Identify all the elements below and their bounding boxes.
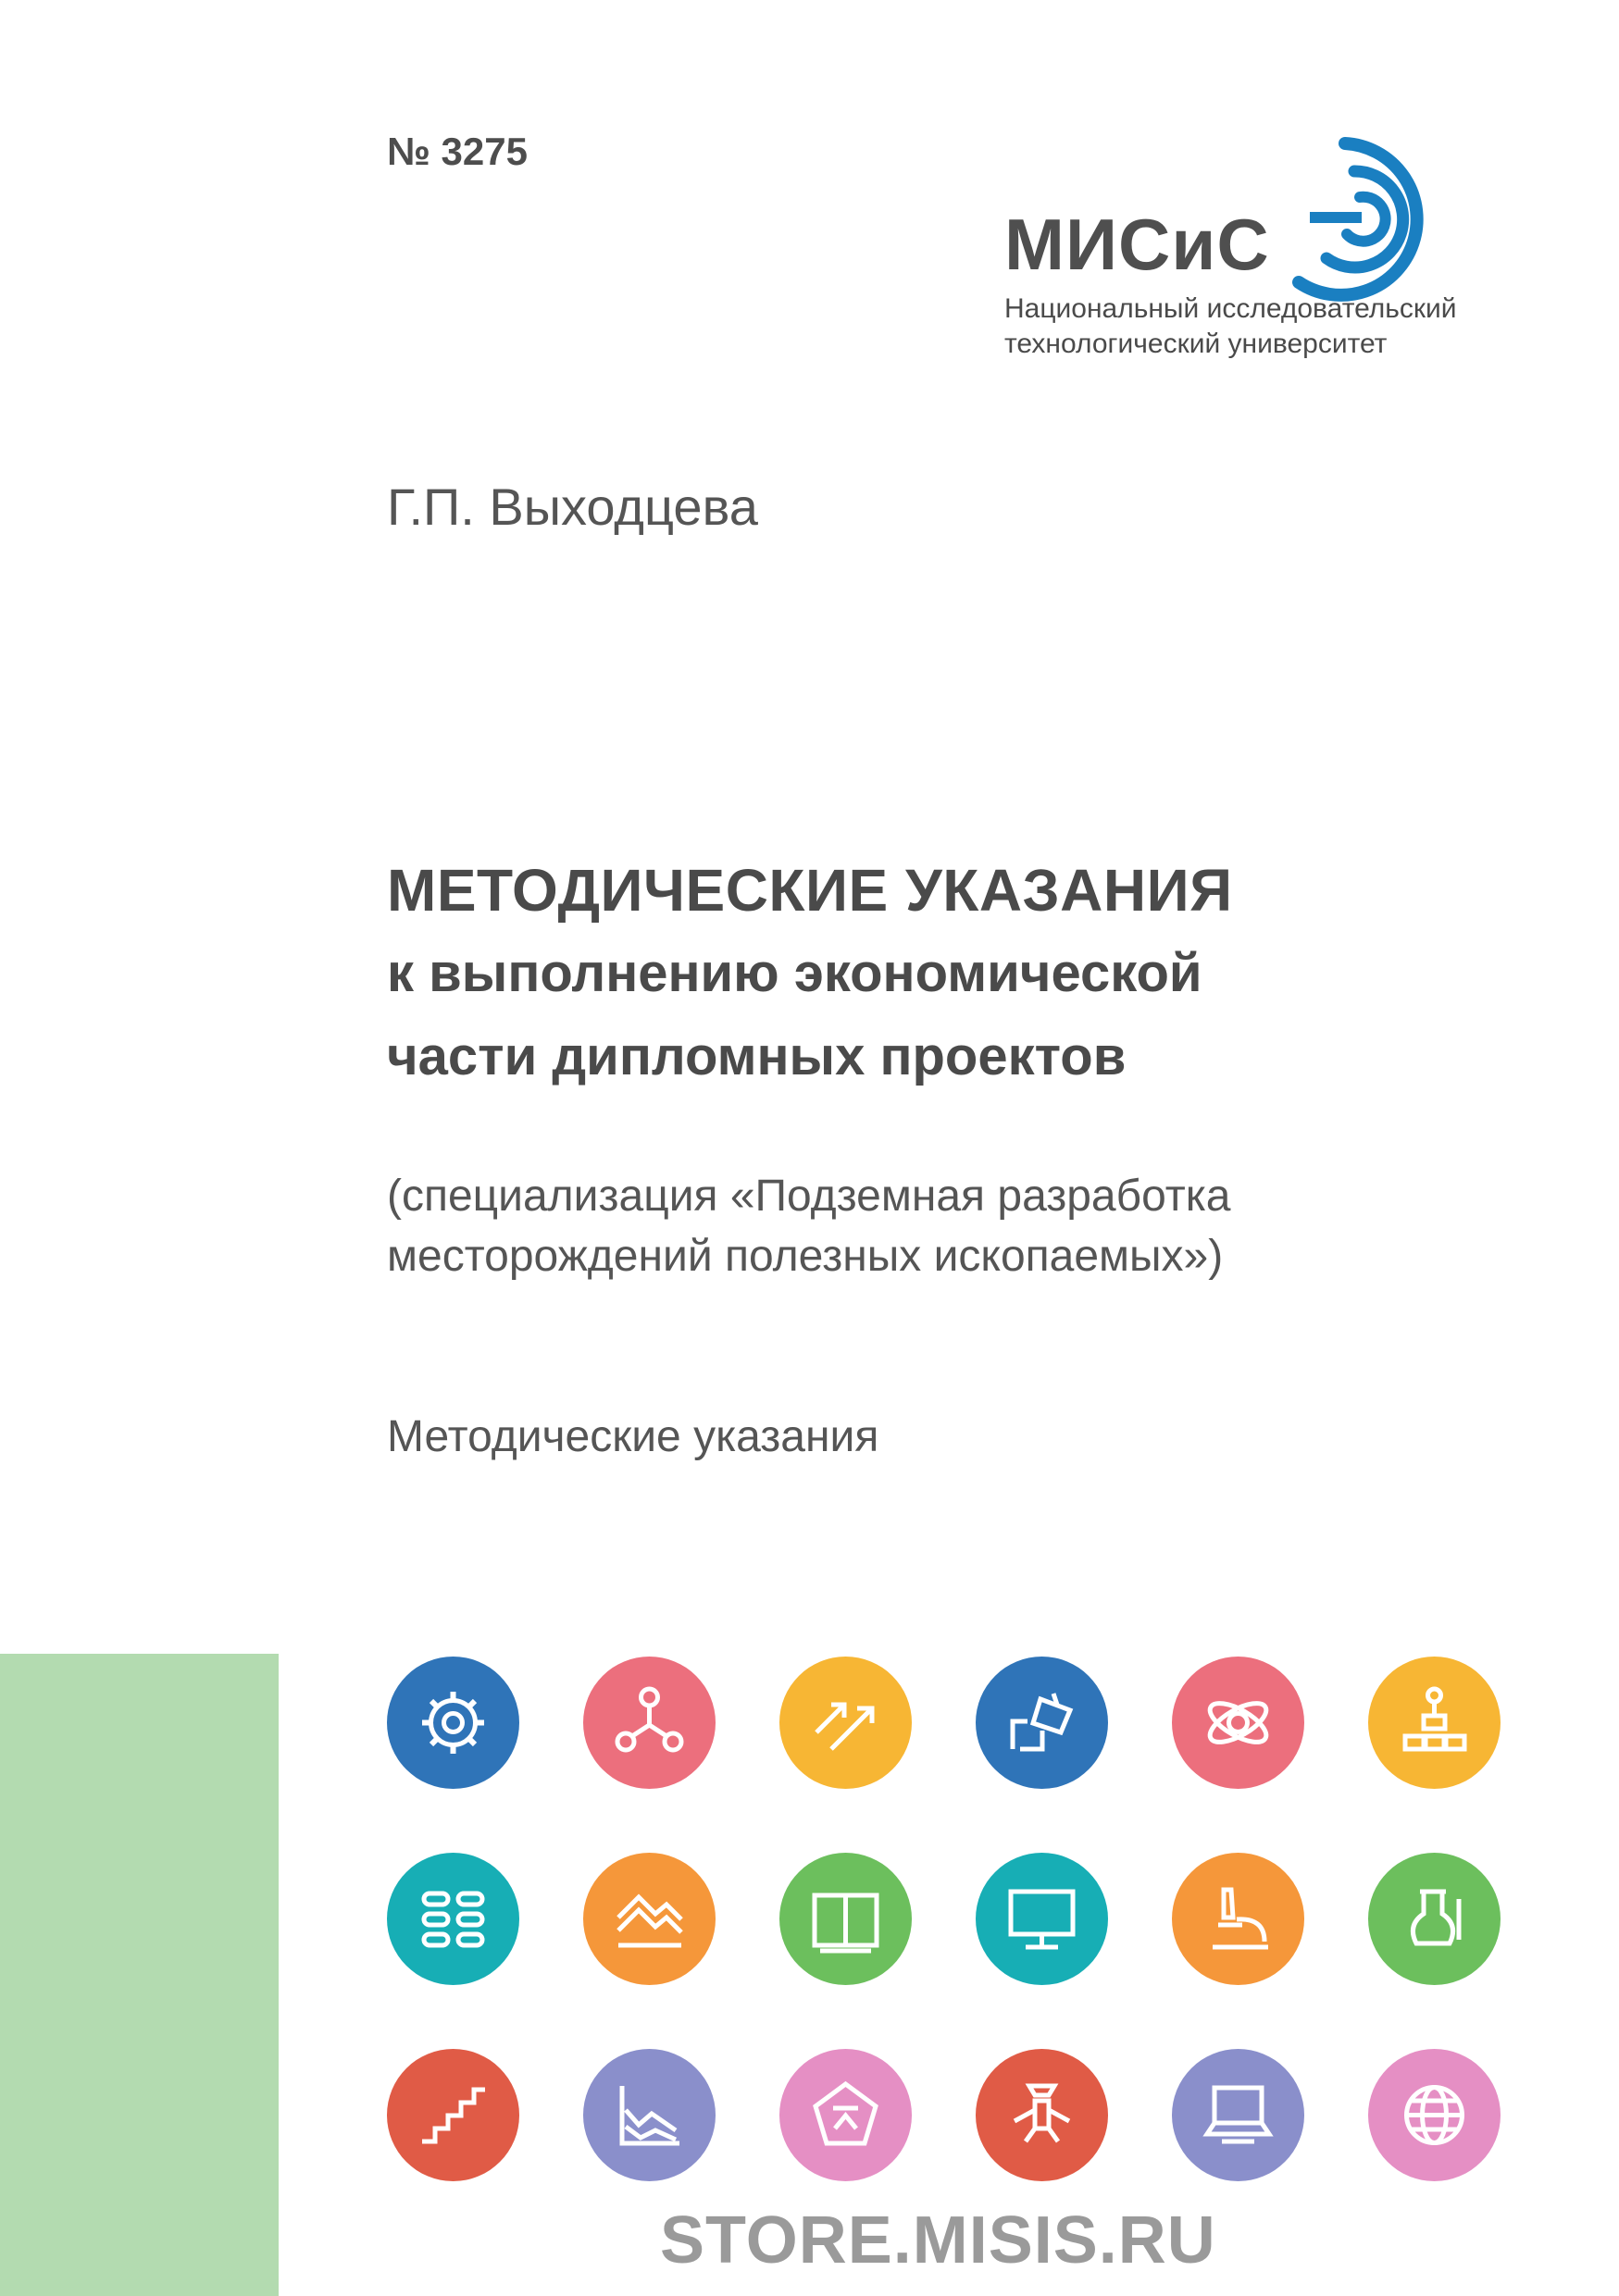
stairs-icon	[387, 2049, 519, 2181]
title-main: МЕТОДИЧЕСКИЕ УКАЗАНИЯ	[387, 857, 1233, 924]
logo-subtitle-line1: Национальный исследовательский	[1004, 293, 1457, 324]
specialization-line2: месторождений полезных ископаемых»)	[387, 1232, 1224, 1281]
logo-name: МИСиС	[1004, 204, 1270, 285]
flask-icon	[1368, 1853, 1501, 1985]
title-line3: части дипломных проектов	[387, 1026, 1127, 1086]
arrows-icon	[779, 1657, 912, 1789]
document-type: Методические указания	[387, 1412, 879, 1461]
molecule-icon	[583, 1657, 716, 1789]
crane-icon	[976, 1657, 1108, 1789]
document-number: № 3275	[387, 130, 528, 173]
hierarchy-icon	[1368, 1657, 1501, 1789]
store-url[interactable]: STORE.MISIS.RU	[660, 2203, 1216, 2277]
microscope-icon	[1172, 1853, 1304, 1985]
author-name: Г.П. Выходцева	[387, 478, 758, 536]
green-accent-bar	[0, 1654, 279, 2296]
logo-rings-icon	[1245, 127, 1467, 312]
pentagon-icon	[779, 2049, 912, 2181]
globe-icon	[1368, 2049, 1501, 2181]
book-icon	[779, 1853, 912, 1985]
university-logo	[1004, 127, 1504, 367]
title-line2: к выполнению экономической	[387, 943, 1202, 1003]
chart-icon	[583, 2049, 716, 2181]
grid-dots-icon	[387, 1853, 519, 1985]
atom-icon	[1172, 1657, 1304, 1789]
gear-icon	[387, 1657, 519, 1789]
satellite-icon	[976, 2049, 1108, 2181]
specialization-line1: (специализация «Подземная разработка	[387, 1172, 1231, 1221]
laptop-icon	[1172, 2049, 1304, 2181]
monitor-icon	[976, 1853, 1108, 1985]
icon-grid	[387, 1657, 1498, 2230]
mountain-icon	[583, 1853, 716, 1985]
logo-subtitle-line2: технологический университет	[1004, 329, 1388, 359]
